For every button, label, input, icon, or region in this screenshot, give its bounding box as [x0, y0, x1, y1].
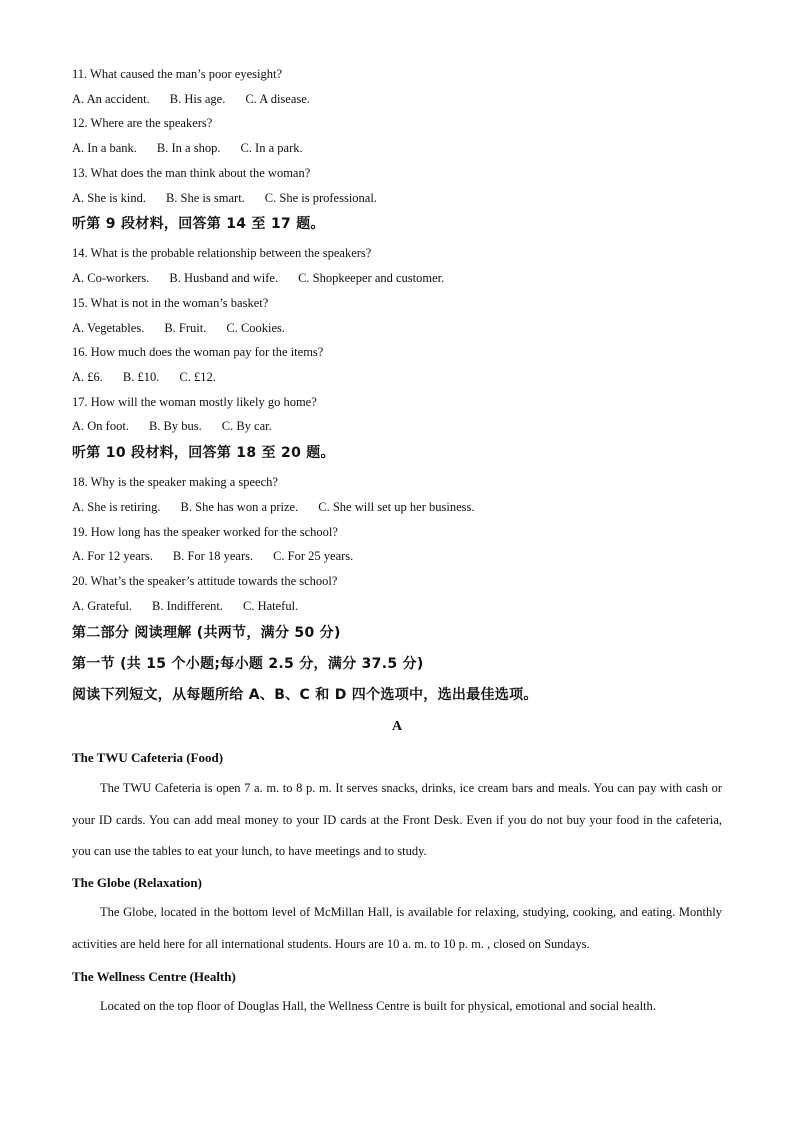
option-b: B. By bus. [148, 419, 202, 433]
option-c: C. Shopkeeper and customer. [298, 271, 445, 285]
options-19 [72, 548, 353, 564]
option-b: B. His age. [169, 92, 226, 106]
option-a: A. Vegetables. [72, 321, 145, 335]
option-c: C. In a park. [240, 141, 303, 155]
options-15 [72, 320, 285, 336]
question-16: 16. How much does the woman pay for the items? [72, 345, 324, 359]
option-a: A. In a bank. [72, 141, 137, 155]
options-11 [72, 91, 310, 107]
option-b: B. Indifferent. [152, 599, 223, 613]
question-15: 15. What is not in the woman’s basket? [72, 296, 269, 310]
question-19: 19. How long has the speaker worked for the school? [72, 525, 338, 539]
option-a: A. £6. [72, 370, 103, 384]
options-12 [72, 140, 303, 156]
passage-letter: A [391, 719, 403, 734]
option-a: A. For 12 years. [72, 549, 153, 563]
option-c: C. Cookies. [226, 321, 286, 335]
option-c: C. By car. [221, 419, 272, 433]
option-a: A. An accident. [72, 92, 150, 106]
option-c: C. For 25 years. [273, 549, 354, 563]
passage-section-title: The Wellness Centre (Health) [72, 969, 236, 984]
option-a: A. She is retiring. [72, 500, 161, 514]
option-b: B. She has won a prize. [180, 500, 299, 514]
option-b: B. For 18 years. [172, 549, 254, 563]
heading-material-9: 听第 9 段材料，回答第 14 至 17 题。 [72, 216, 325, 232]
question-12: 12. Where are the speakers? [72, 116, 213, 130]
options-13 [72, 190, 377, 206]
option-b: B. In a shop. [156, 141, 221, 155]
option-c: C. £12. [179, 370, 216, 384]
options-16 [72, 369, 216, 385]
passage-section-title: The TWU Cafeteria (Food) [72, 750, 224, 765]
question-18: 18. Why is the speaker making a speech? [72, 475, 278, 489]
option-b: B. Fruit. [164, 321, 207, 335]
passage-paragraph: The Globe, located in the bottom level of McMillan Hall, is available for relaxing, studying, cooking, and eating. Monthly activities are held here for all international students. Hours are 10 a. m. to 10 p. m. , closed on Sundays. [72, 905, 722, 951]
option-c: C. Hateful. [242, 599, 299, 613]
options-20 [72, 598, 298, 614]
option-a: A. Co-workers. [72, 271, 150, 285]
option-b: B. Husband and wife. [169, 271, 279, 285]
options-17 [72, 418, 272, 434]
question-20: 20. What’s the speaker’s attitude towards the school? [72, 574, 338, 588]
option-a: A. Grateful. [72, 599, 133, 613]
reading-instruction: 阅读下列短文，从每题所给 A、B、C 和 D 四个选项中，选出最佳选项。 [72, 687, 538, 703]
question-11: 11. What caused the man’s poor eyesight? [72, 67, 283, 81]
options-14 [72, 270, 444, 286]
option-b: B. £10. [122, 370, 160, 384]
option-c: C. She is professional. [264, 191, 377, 205]
passage-section-title: The Globe (Relaxation) [72, 875, 202, 890]
passage-paragraph: Located on the top floor of Douglas Hall, the Wellness Centre is built for physical, emotional and social health. [100, 999, 656, 1013]
option-c: C. A disease. [245, 92, 310, 106]
question-17: 17. How will the woman mostly likely go home? [72, 395, 317, 409]
option-c: C. She will set up her business. [318, 500, 475, 514]
section-one-heading: 第一节 (共 15 个小题;每小题 2.5 分，满分 37.5 分) [72, 656, 424, 672]
options-18 [72, 499, 474, 515]
option-a: A. On foot. [72, 419, 129, 433]
option-a: A. She is kind. [72, 191, 146, 205]
passage-paragraph: The TWU Cafeteria is open 7 a. m. to 8 p. m. It serves snacks, drinks, ice cream bars and meals. You can pay with cash or your ID cards. You can add meal money to your ID cards at the Front Desk. Even if you do not buy your food in the cafeteria, you can use the tables to eat your lunch, to have meetings and to study. [72, 781, 722, 858]
question-13: 13. What does the man think about the woman? [72, 166, 311, 180]
heading-material-10: 听第 10 段材料，回答第 18 至 20 题。 [72, 445, 335, 461]
option-b: B. She is smart. [165, 191, 245, 205]
question-14: 14. What is the probable relationship between the speakers? [72, 246, 372, 260]
part-two-heading: 第二部分 阅读理解 (共两节，满分 50 分) [72, 625, 341, 641]
